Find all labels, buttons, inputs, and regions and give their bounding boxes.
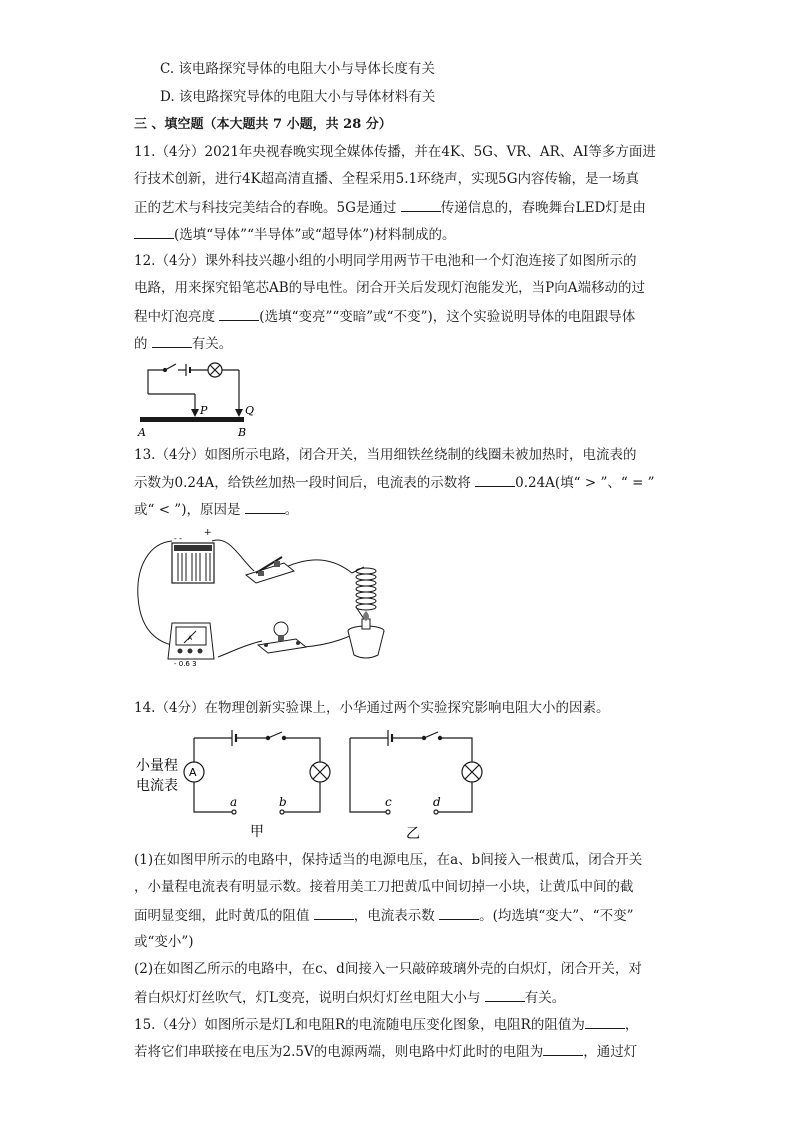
q14-text-2b1: 着白炽灯灯丝吹气，灯L变亮，说明白炽灯灯丝电阻大小与 bbox=[134, 990, 485, 1006]
label-B: B bbox=[238, 426, 247, 439]
ammeter-label: A bbox=[188, 635, 193, 642]
pencil-lead-rod bbox=[140, 417, 244, 422]
q14-part1-line-2: ，小量程电流表有明显示数。接着用美工刀把黄瓜中间切掉一小块，让黄瓜中间的截 bbox=[134, 879, 634, 895]
figure-jia-label: 甲 bbox=[250, 824, 264, 840]
q11-text-3b: 传递信息的，春晚舞台LED灯是由 bbox=[440, 200, 646, 216]
q14-part1-line-1: (1)在如图甲所示的电路中，保持适当的电源电压，在a、b间接入一根黄瓜，闭合开关 bbox=[134, 852, 643, 868]
q15-text-1a: 15.（4分）如图所示是灯L和电阻R的电流随电压变化图象，电阻R的阻值为 bbox=[134, 1017, 585, 1033]
q14-circuits-diagram bbox=[134, 726, 494, 842]
q11-line-4 bbox=[134, 225, 455, 244]
q14-blank-3[interactable] bbox=[485, 988, 525, 1002]
battery-box bbox=[172, 528, 214, 583]
label-Q: Q bbox=[245, 404, 255, 417]
q12-text-3a: 程中灯泡亮度 bbox=[134, 309, 220, 325]
terminal-c: c bbox=[385, 795, 392, 809]
ammeter-name-label: 电流表 bbox=[136, 778, 178, 794]
q14-part1-line-4: 或“变小”) bbox=[134, 934, 194, 950]
q14-part1-line-3 bbox=[134, 906, 633, 925]
q14-text-1c1: 面明显变细，此时黄瓜的阻值 bbox=[134, 908, 314, 924]
q13-text-2b: 0.24A(填“ > ”、“ = ” bbox=[515, 475, 655, 491]
q11-text-4: (选填“导体”“半导体”或“超导体”)材料制成的。 bbox=[174, 227, 456, 243]
q14-text-1c3: 。(均选填“变大”、“不变” bbox=[479, 908, 634, 924]
q11-line-2: 行技术创新，进行4K超高清直播、全程采用5.1环绕声，实现5G内容传输，是一场真 bbox=[134, 171, 640, 187]
q13-text-3a: 或“ < ”)，原因是 bbox=[134, 502, 245, 518]
svg-text:+: + bbox=[204, 528, 212, 538]
q15-blank-2[interactable] bbox=[543, 1042, 583, 1056]
q12-line-3 bbox=[134, 307, 635, 326]
q12-text-3b: (选填“变亮”“变暗”或“不变”)，这个实验说明导体的电阻跟导体 bbox=[259, 309, 636, 325]
q15-text-2b: ，通过灯 bbox=[583, 1044, 638, 1060]
q14-line-1: 14.（4分）在物理创新实验课上，小华通过两个实验探究影响电阻大小的因素。 bbox=[134, 700, 610, 716]
q12-line-2: 电路，用来探究铅笔芯AB的导电性。闭合开关后发现灯泡能发光，当P向A端移动的过 bbox=[134, 280, 646, 296]
ammeter-scale: - 0.6 3 bbox=[174, 660, 197, 667]
q15-text-1b: ， bbox=[624, 1017, 639, 1033]
q14-part2-line-2 bbox=[134, 988, 565, 1007]
bulb-holder bbox=[258, 622, 306, 653]
q13-blank-2[interactable] bbox=[245, 500, 285, 514]
q13-apparatus-figure bbox=[134, 527, 424, 667]
alcohol-lamp bbox=[348, 611, 384, 658]
q13-text-2a: 示数为0.24A，给铁丝加热一段时间后，电流表的示数将 bbox=[134, 475, 476, 491]
q11-line-1: 11.（4分）2021年央视春晚实现全媒体传播，并在4K、5G、VR、AR、AI等多方面进 bbox=[134, 144, 656, 160]
q11-text-3a: 正的艺术与科技完美结合的春晚。5G是通过 bbox=[134, 200, 401, 216]
q13-blank-1[interactable] bbox=[475, 473, 515, 487]
label-A: A bbox=[138, 426, 146, 439]
section-title: 三 、填空题（本大题共 7 小题，共 28 分） bbox=[134, 117, 392, 132]
label-P: P bbox=[200, 404, 208, 417]
q12-blank-1[interactable] bbox=[219, 307, 259, 321]
small-range-label: 小量程 bbox=[136, 758, 178, 774]
q15-blank-1[interactable] bbox=[585, 1015, 625, 1029]
option-c: C. 该电路探究导体的电阻大小与导体长度有关 bbox=[160, 61, 435, 77]
q13-text-3b: 。 bbox=[284, 502, 299, 518]
q11-blank-2[interactable] bbox=[134, 225, 174, 239]
q13-line-1: 13.（4分）如图所示电路，闭合开关，当用细铁丝绕制的线圈未被加热时，电流表的 bbox=[134, 447, 637, 463]
ammeter bbox=[168, 623, 214, 667]
svg-text:- -: - - bbox=[174, 534, 182, 543]
terminal-b: b bbox=[279, 795, 287, 809]
q14-part2-line-1: (2)在如图乙所示的电路中，在c、d间接入一只敲碎玻璃外壳的白炽灯，闭合开关，对 bbox=[134, 961, 642, 977]
q15-line-1 bbox=[134, 1015, 638, 1034]
q13-line-2 bbox=[134, 473, 655, 492]
q13-line-3 bbox=[134, 500, 298, 519]
q15-line-2 bbox=[134, 1042, 637, 1061]
terminal-a: a bbox=[230, 795, 238, 809]
q14-blank-1[interactable] bbox=[314, 906, 354, 920]
q11-blank-1[interactable] bbox=[401, 198, 441, 212]
q14-text-1c2: ，电流表示数 bbox=[353, 908, 440, 924]
terminal-d: d bbox=[433, 795, 441, 809]
ammeter-symbol-label: A bbox=[189, 766, 197, 779]
q11-line-3 bbox=[134, 198, 646, 217]
q15-text-2a: 若将它们串联接在电压为2.5V的电源两端，则电路中灯此时的电阻为 bbox=[134, 1044, 544, 1060]
q14-blank-2[interactable] bbox=[439, 906, 479, 920]
q12-blank-2[interactable] bbox=[152, 334, 192, 348]
figure-yi-label: 乙 bbox=[406, 826, 420, 842]
q14-text-2b2: 有关。 bbox=[524, 990, 566, 1006]
q12-line-1: 12.（4分）课外科技兴趣小组的小明同学用两节干电池和一个灯泡连接了如图所示的 bbox=[134, 253, 637, 269]
q12-text-4a: 的 bbox=[134, 336, 152, 352]
option-d: D. 该电路探究导体的电阻大小与导体材料有关 bbox=[160, 89, 436, 105]
q12-line-4 bbox=[134, 334, 232, 353]
q12-text-4b: 有关。 bbox=[191, 336, 233, 352]
q12-circuit-diagram bbox=[134, 360, 264, 440]
